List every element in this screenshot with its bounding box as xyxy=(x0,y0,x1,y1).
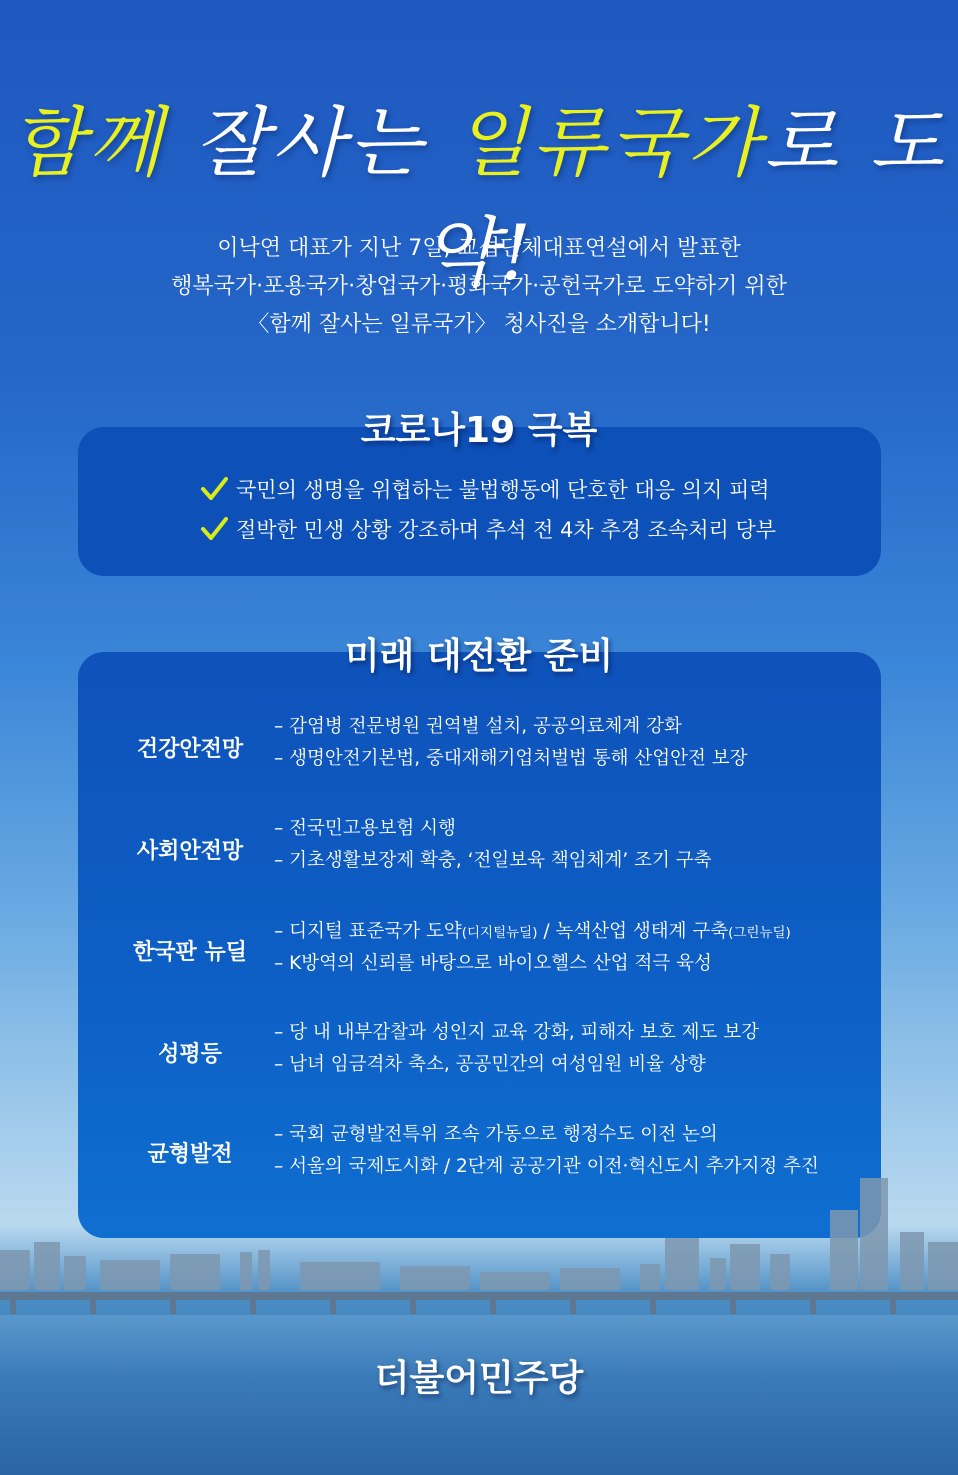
group-label-social: 사회안전망 xyxy=(136,839,244,864)
intro-line: 행복국가·포용국가·창업국가·평화국가·공헌국가로 도약하기 위한 xyxy=(171,274,787,299)
group-label-gender: 성평등 xyxy=(158,1042,222,1067)
party-name: 더불어민주당 xyxy=(374,1358,584,1399)
intro-line: 〈함께 잘사는 일류국가〉 청사진을 소개합니다! xyxy=(247,312,711,337)
intro-line: 이낙연 대표가 지난 7일, 교섭단체대표연설에서 발표한 xyxy=(217,236,741,261)
headline-part-2: 잘사는 xyxy=(193,98,427,187)
headline-part-3: 일류국가 xyxy=(454,98,765,187)
group-line xyxy=(274,917,791,948)
city-skyline-image xyxy=(0,1170,958,1330)
group-line-part: – 디지털 표준국가 도약 xyxy=(274,921,462,942)
group-line: – 국회 균형발전특위 조속 가동으로 행정수도 이전 논의 xyxy=(274,1124,718,1145)
intro-text xyxy=(0,230,958,344)
group-line: – K방역의 신뢰를 바탕으로 바이오헬스 산업 적극 육성 xyxy=(274,953,712,974)
group-line: – 감염병 전문병원 권역별 설치, 공공의료체계 강화 xyxy=(274,716,682,737)
future-section-heading: 미래 대전환 준비 xyxy=(344,636,614,677)
headline-part-1: 함께 xyxy=(10,98,166,187)
covid-section-heading: 코로나19 극복 xyxy=(360,410,598,451)
group-line-part: / 녹색산업 생태계 구축 xyxy=(537,921,729,942)
group-label-newdeal: 한국판 뉴딜 xyxy=(133,940,247,965)
covid-item-text: 절박한 민생 상황 강조하며 추석 전 4차 추경 조속처리 당부 xyxy=(236,518,777,542)
covid-item-text: 국민의 생명을 위협하는 불법행동에 단호한 대응 의지 피력 xyxy=(236,478,770,502)
group-line: – 서울의 국제도시화 / 2단계 공공기관 이전·혁신도시 추가지정 추진 xyxy=(274,1156,819,1177)
group-line-note: (디지털뉴딜) xyxy=(461,925,538,941)
group-line-note: (그린뉴딜) xyxy=(728,925,791,941)
group-line: – 생명안전기본법, 중대재해기업처벌법 통해 산업안전 보장 xyxy=(274,748,748,769)
checkmark-icon xyxy=(200,515,228,543)
group-label-balance: 균형발전 xyxy=(147,1142,233,1167)
covid-item xyxy=(200,511,776,547)
group-line: – 남녀 임금격차 축소, 공공민간의 여성임원 비율 상향 xyxy=(274,1054,706,1075)
covid-item xyxy=(200,471,770,507)
checkmark-icon xyxy=(200,475,228,503)
headline-part-4: 로 도약! xyxy=(423,98,948,297)
group-line: – 전국민고용보험 시행 xyxy=(274,818,456,839)
group-line: – 당 내 내부감찰과 성인지 교육 강화, 피해자 보호 제도 보강 xyxy=(274,1022,759,1043)
group-line: – 기초생활보장제 확충, ‘전일보육 책임체계’ 조기 구축 xyxy=(274,850,712,871)
group-label-health: 건강안전망 xyxy=(136,737,244,762)
